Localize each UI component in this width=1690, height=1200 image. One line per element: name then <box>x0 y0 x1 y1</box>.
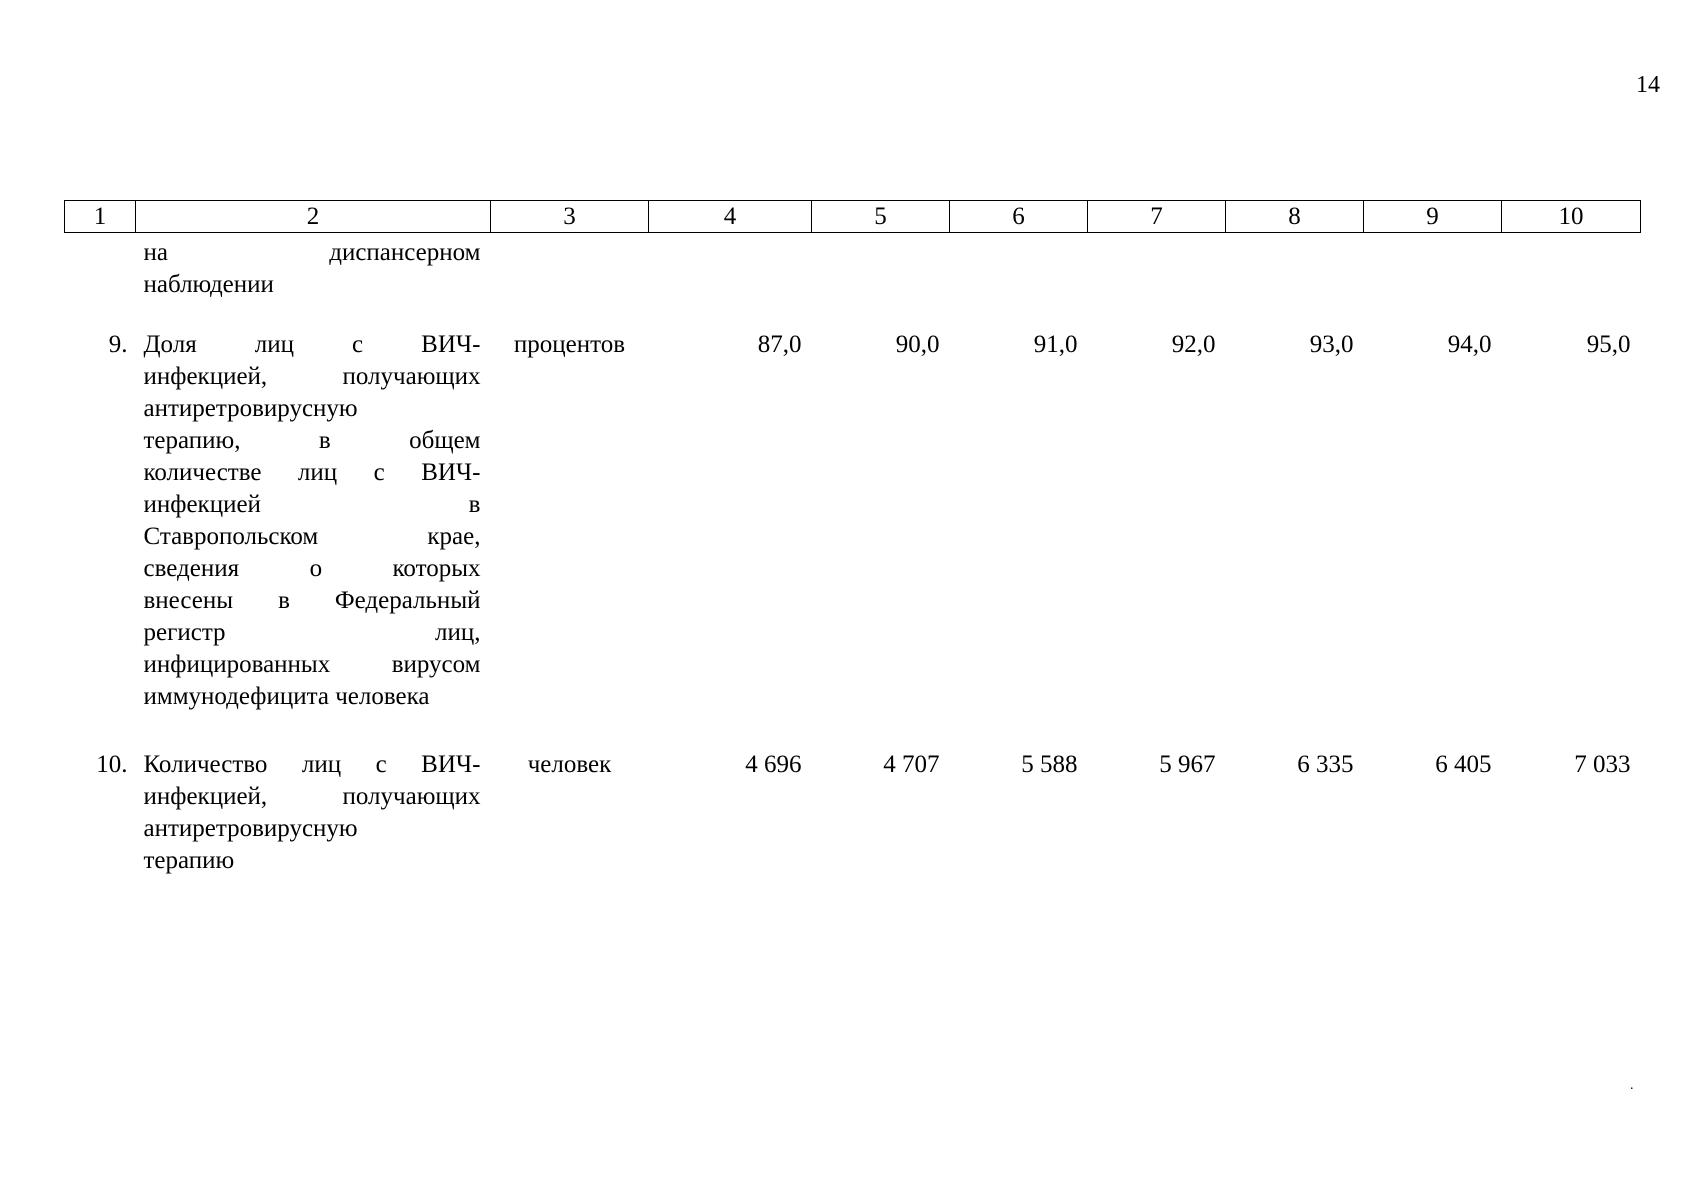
row-number <box>65 233 136 330</box>
unit: процентов <box>513 331 626 358</box>
column-header-1: 1 <box>65 201 136 233</box>
indicator-line: инфекцией, получающих <box>143 783 481 810</box>
column-header-5: 5 <box>812 201 950 233</box>
value-cell: 6 405 <box>1435 751 1492 778</box>
indicator-line: антиретровирусную <box>143 395 358 422</box>
column-header-4: 4 <box>649 201 812 233</box>
value-cell: 93,0 <box>1309 331 1354 358</box>
indicator-line: Ставропольском крае, <box>143 523 481 550</box>
column-header-7: 7 <box>1088 201 1226 233</box>
indicator-line: наблюдении <box>143 271 274 298</box>
indicator-line: внесены в Федеральный <box>143 587 481 614</box>
column-header-8: 8 <box>1226 201 1364 233</box>
indicator-line: инфицированных вирусом <box>143 651 481 678</box>
indicator-name <box>136 329 491 749</box>
value-cell: 92,0 <box>1171 331 1216 358</box>
indicator-line: на диспансерном <box>143 239 481 266</box>
column-header-3: 3 <box>491 201 649 233</box>
table-row <box>65 749 1641 879</box>
indicator-line: Количество лиц с ВИЧ- <box>143 751 481 778</box>
value-cell: 4 707 <box>883 751 940 778</box>
column-number-header-row <box>65 201 1641 233</box>
indicator-name <box>136 233 491 330</box>
value-cell: 91,0 <box>1033 331 1078 358</box>
column-header-9: 9 <box>1364 201 1502 233</box>
column-header-6: 6 <box>950 201 1088 233</box>
indicator-line: иммунодефицита человека <box>143 683 430 710</box>
row-number: 9. <box>108 331 128 358</box>
indicators-table <box>64 200 1641 879</box>
column-header-10: 10 <box>1502 201 1641 233</box>
indicator-line: инфекцией в <box>143 491 481 518</box>
row-number: 10. <box>96 751 128 778</box>
value-cell: 87,0 <box>757 331 802 358</box>
indicator-line: количестве лиц с ВИЧ- <box>143 459 481 486</box>
indicator-name <box>136 749 491 879</box>
value-cell: 6 335 <box>1297 751 1354 778</box>
indicator-line: сведения о которых <box>143 555 481 582</box>
table-row <box>65 329 1641 749</box>
indicator-line: терапию, в общем <box>143 427 481 454</box>
indicator-line: регистр лиц, <box>143 619 481 646</box>
indicator-line: антиретровирусную <box>143 815 358 842</box>
value-cell: 95,0 <box>1586 331 1631 358</box>
page-number: 14 <box>1636 72 1660 98</box>
indicator-line: инфекцией, получающих <box>143 363 481 390</box>
value-cell: 7 033 <box>1574 751 1631 778</box>
column-header-2: 2 <box>136 201 491 233</box>
value-cell: 94,0 <box>1447 331 1492 358</box>
value-cell: 90,0 <box>895 331 940 358</box>
unit: человек <box>527 751 612 778</box>
continuation-row <box>65 233 1641 330</box>
indicator-line: Доля лиц с ВИЧ- <box>143 331 481 358</box>
value-cell: 4 696 <box>745 751 802 778</box>
indicator-line: терапию <box>143 847 235 874</box>
value-cell: 5 967 <box>1159 751 1216 778</box>
stray-mark: . <box>1630 1078 1634 1093</box>
value-cell: 5 588 <box>1021 751 1078 778</box>
